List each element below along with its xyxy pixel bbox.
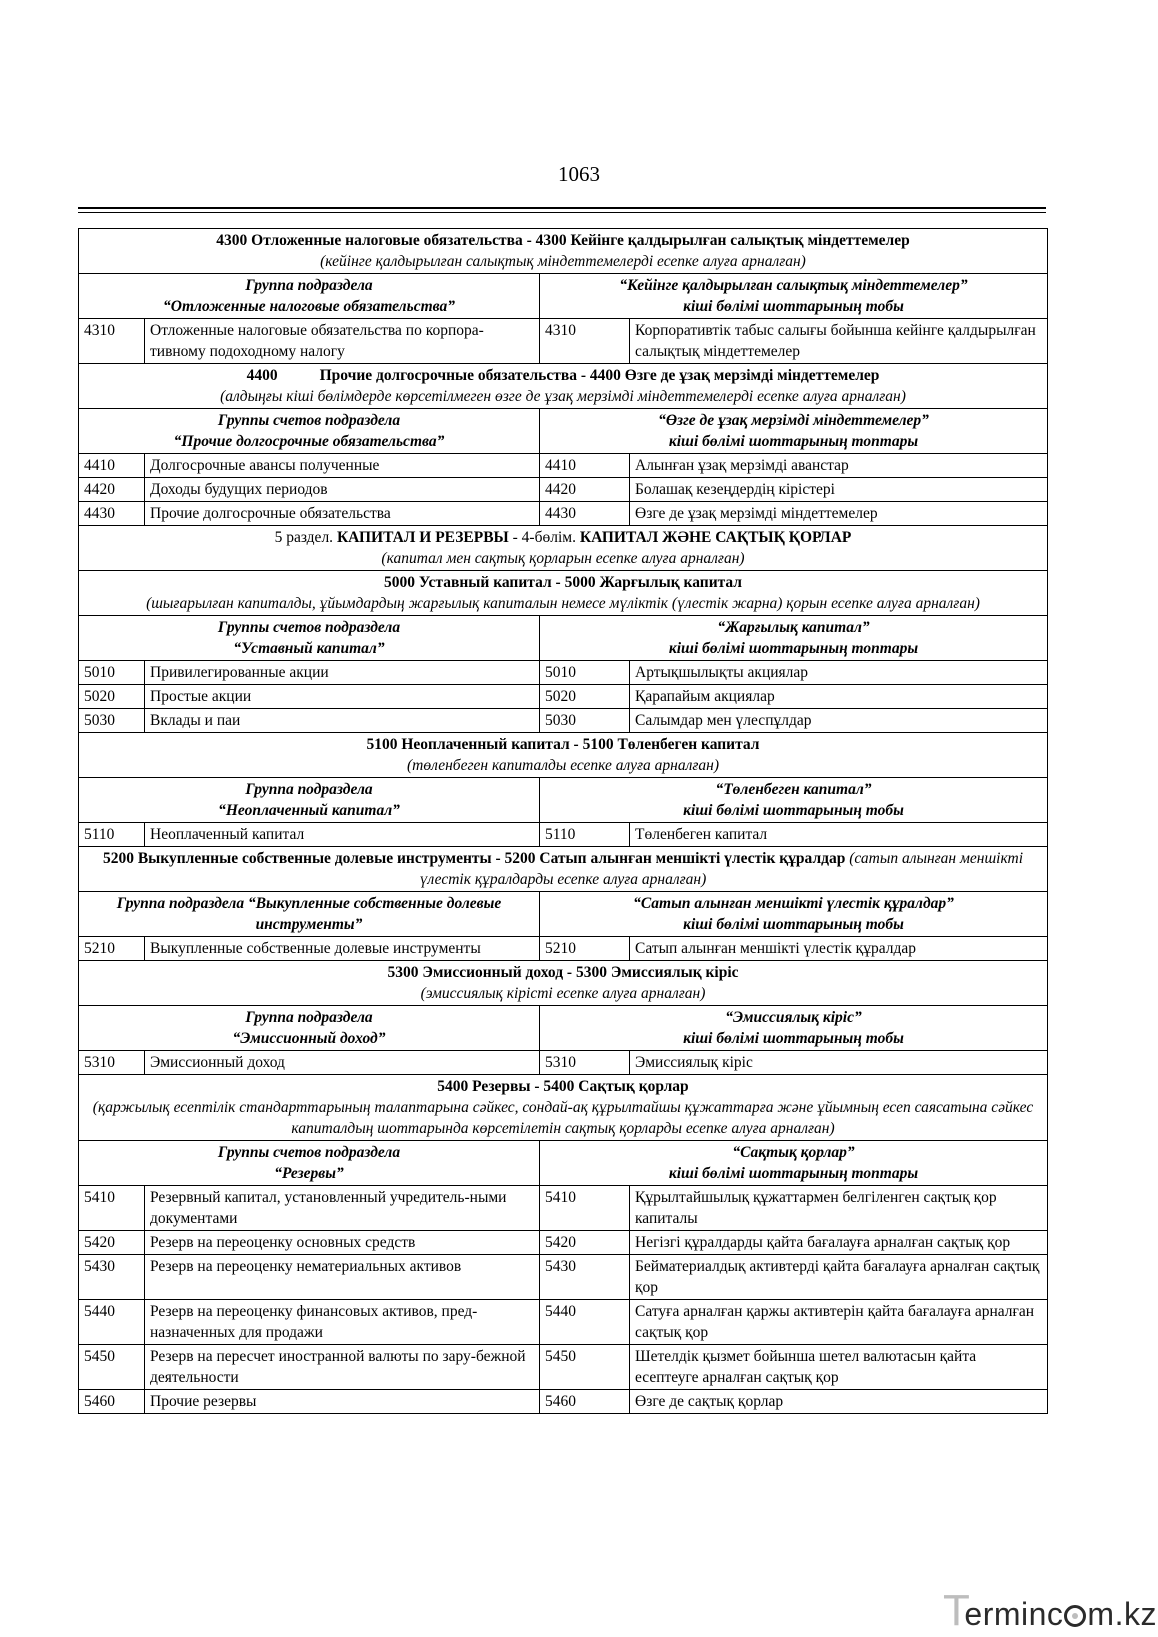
account-name-ru: Прочие резервы xyxy=(145,1390,540,1414)
group-title-ru: Группы счетов подраздела xyxy=(217,1144,401,1161)
subsection-title: 5100 Неоплаченный капитал - 5100 Төленбеген капитал xyxy=(366,736,760,753)
subsection-title: Прочие долгосрочные обязательства - 4400 Өзге де ұзақ мерзімді міндеттемелер xyxy=(319,367,880,384)
account-code-kz: 4430 xyxy=(540,502,630,526)
group-header-ru xyxy=(79,778,540,823)
section-title-kz: КАПИТАЛ ЖӘНЕ САҚТЫҚ ҚОРЛАР xyxy=(579,529,852,546)
group-title-kz: “Төленбеген капитал” xyxy=(715,781,872,798)
account-name-ru: Неоплаченный капитал xyxy=(145,823,540,847)
account-code-kz: 4420 xyxy=(540,478,630,502)
subsection-title: 5000 Уставный капитал - 5000 Жарғылық капитал xyxy=(383,574,743,591)
logo-text-start: erminc xyxy=(964,1596,1064,1632)
account-name-ru: Отложенные налоговые обязательства по корпора-тивному подоходному налогу xyxy=(145,319,540,364)
group-header-ru xyxy=(79,1141,540,1186)
subsection-header xyxy=(79,571,1048,616)
account-row xyxy=(79,1186,1048,1231)
account-row xyxy=(79,1051,1048,1075)
header-rule xyxy=(78,207,1046,209)
account-name-kz: Өзге де ұзақ мерзімді міндеттемелер xyxy=(630,502,1048,526)
account-code-ru: 5420 xyxy=(79,1231,145,1255)
group-header-ru xyxy=(79,892,540,937)
account-row xyxy=(79,661,1048,685)
group-header-ru xyxy=(79,1006,540,1051)
group-header-ru xyxy=(79,616,540,661)
account-name-kz: Алынған ұзақ мерзімді аванстар xyxy=(630,454,1048,478)
group-title-ru: Группа подраздела “Выкупленные собственные долевые инструменты” xyxy=(116,895,502,933)
subsection-note: (қаржылық есептілік стандарттарының талаптарына сәйкес, сондай-ақ құрылтайшы құжаттарға және ұйымның есеп саясатына сәйкес капиталдың шоттарында көрсетілетін сақтық қорларды есепке алуға арналған) xyxy=(92,1099,1034,1137)
group-title-kz: кіші бөлімі шоттарының топтары xyxy=(668,433,919,450)
termincom-logo xyxy=(943,1586,1157,1636)
subsection-title: 4400 xyxy=(246,367,278,384)
account-row xyxy=(79,319,1048,364)
group-title-ru: Группы счетов подраздела xyxy=(217,619,401,636)
account-code-ru: 4310 xyxy=(79,319,145,364)
group-title-kz: кіші бөлімі шоттарының тобы xyxy=(683,1030,904,1047)
subsection-header xyxy=(79,847,1048,892)
group-title-ru: “Отложенные налоговые обязательства” xyxy=(163,298,455,315)
header-rule-thin xyxy=(78,212,1046,213)
subsection-title: 5400 Резервы - 5400 Сақтық қорлар xyxy=(437,1078,689,1095)
subsection-note: (шығарылған капиталды, ұйымдардың жарғылық капиталын немесе мүліктік (үлестік жарна) қорын есепке алуға арналған) xyxy=(146,595,980,612)
group-title-ru: “Неоплаченный капитал” xyxy=(218,802,400,819)
group-header-ru xyxy=(79,409,540,454)
section-title-ru: КАПИТАЛ И РЕЗЕРВЫ xyxy=(336,529,509,546)
group-row xyxy=(79,1006,1048,1051)
subsection-title: 5300 Эмиссионный доход - 5300 Эмиссиялық кіріс xyxy=(387,964,739,981)
account-name-kz: Салымдар мен үлеспұлдар xyxy=(630,709,1048,733)
group-row xyxy=(79,616,1048,661)
account-code-kz: 5430 xyxy=(540,1255,630,1300)
group-row xyxy=(79,1141,1048,1186)
account-code-kz: 5210 xyxy=(540,937,630,961)
account-name-ru: Резервный капитал, установленный учредитель-ными документами xyxy=(145,1186,540,1231)
account-name-ru: Привилегированные акции xyxy=(145,661,540,685)
logo-o-icon xyxy=(1064,1605,1086,1627)
subsection-note: (эмиссиялық кірісті есепке алуға арналған) xyxy=(420,985,706,1002)
group-row xyxy=(79,778,1048,823)
group-title-kz: “Кейінге қалдырылған салықтық міндеттемелер” xyxy=(619,277,968,294)
logo-t-mark: T xyxy=(943,1586,971,1635)
account-name-kz: Болашақ кезеңдердің кірістері xyxy=(630,478,1048,502)
subsection-row xyxy=(79,364,1048,409)
group-title-kz: кіші бөлімі шоттарының топтары xyxy=(668,640,919,657)
account-name-ru: Доходы будущих периодов xyxy=(145,478,540,502)
group-header-ru xyxy=(79,274,540,319)
account-code-ru: 4410 xyxy=(79,454,145,478)
account-code-kz: 4310 xyxy=(540,319,630,364)
group-header-kz xyxy=(540,892,1048,937)
subsection-row xyxy=(79,229,1048,274)
account-code-ru: 5110 xyxy=(79,823,145,847)
group-header-kz xyxy=(540,616,1048,661)
accounts-table xyxy=(78,228,1048,1414)
subsection-row xyxy=(79,733,1048,778)
account-code-kz: 5410 xyxy=(540,1186,630,1231)
account-row xyxy=(79,1390,1048,1414)
account-name-ru: Резерв на пересчет иностранной валюты по зару-бежной деятельности xyxy=(145,1345,540,1390)
account-code-ru: 5450 xyxy=(79,1345,145,1390)
group-header-kz xyxy=(540,274,1048,319)
subsection-title: 5200 Выкупленные собственные долевые инструменты - 5200 Сатып алынған меншікті үлестік құралдар xyxy=(102,850,846,867)
group-title-kz: кіші бөлімі шоттарының тобы xyxy=(683,298,904,315)
account-name-kz: Негізгі құралдарды қайта бағалауға арналған сақтық қор xyxy=(630,1231,1048,1255)
account-code-ru: 4420 xyxy=(79,478,145,502)
group-title-ru: “Уставный капитал” xyxy=(233,640,385,657)
section-header xyxy=(79,526,1048,571)
subsection-note: (кейінге қалдырылған салықтық міндеттемелерді есепке алуға арналған) xyxy=(320,253,806,270)
account-code-ru: 5410 xyxy=(79,1186,145,1231)
section-note: (капитал мен сақтық қорларын есепке алуға арналған) xyxy=(381,550,745,567)
group-row xyxy=(79,892,1048,937)
section-separator: - 4-бөлім. xyxy=(508,529,580,546)
account-code-ru: 5030 xyxy=(79,709,145,733)
account-name-kz: Эмиссиялық кіріс xyxy=(630,1051,1048,1075)
section-row xyxy=(79,526,1048,571)
group-title-ru: Группа подраздела xyxy=(245,277,373,294)
group-row xyxy=(79,274,1048,319)
group-title-kz: “Өзге де ұзақ мерзімді міндеттемелер” xyxy=(658,412,929,429)
group-header-kz xyxy=(540,1141,1048,1186)
group-title-ru: “Эмиссионный доход” xyxy=(232,1030,386,1047)
account-code-kz: 5460 xyxy=(540,1390,630,1414)
subsection-note: (төленбеген капиталды есепке алуға арналған) xyxy=(406,757,719,774)
subsection-header xyxy=(79,961,1048,1006)
account-name-ru: Долгосрочные авансы полученные xyxy=(145,454,540,478)
account-row xyxy=(79,1300,1048,1345)
account-code-ru: 5430 xyxy=(79,1255,145,1300)
account-code-ru: 4430 xyxy=(79,502,145,526)
account-name-kz: Корпоративтік табыс салығы бойынша кейінге қалдырылған салықтық міндеттемелер xyxy=(630,319,1048,364)
account-code-kz: 5450 xyxy=(540,1345,630,1390)
subsection-header xyxy=(79,364,1048,409)
account-row xyxy=(79,1231,1048,1255)
subsection-row xyxy=(79,961,1048,1006)
subsection-note: (алдыңғы кіші бөлімдерде көрсетілмеген өзге де ұзақ мерзімді міндеттемелерді есепке алуға арналған) xyxy=(220,388,906,405)
group-title-ru: “Резервы” xyxy=(274,1165,344,1182)
logo-text-end: m.kz xyxy=(1087,1596,1157,1632)
account-row xyxy=(79,454,1048,478)
subsection-title: 4300 Отложенные налоговые обязательства - 4300 Кейінге қалдырылған салықтық міндеттемелер xyxy=(216,232,910,249)
subsection-row xyxy=(79,571,1048,616)
account-name-kz: Бейматериалдық активтерді қайта бағалауға арналған сақтық қор xyxy=(630,1255,1048,1300)
page-number: 1063 xyxy=(558,162,600,186)
subsection-header xyxy=(79,229,1048,274)
subsection-row xyxy=(79,847,1048,892)
group-header-kz xyxy=(540,409,1048,454)
subsection-row xyxy=(79,1075,1048,1141)
account-code-ru: 5460 xyxy=(79,1390,145,1414)
account-name-ru: Прочие долгосрочные обязательства xyxy=(145,502,540,526)
subsection-header xyxy=(79,1075,1048,1141)
account-name-ru: Резерв на переоценку основных средств xyxy=(145,1231,540,1255)
group-title-kz: “Жарғылық капитал” xyxy=(717,619,870,636)
account-row xyxy=(79,1255,1048,1300)
account-name-ru: Выкупленные собственные долевые инструменты xyxy=(145,937,540,961)
group-title-kz: “Сатып алынған меншікті үлестік құралдар” xyxy=(633,895,954,912)
account-name-kz: Өзге де сақтық қорлар xyxy=(630,1390,1048,1414)
account-row xyxy=(79,685,1048,709)
account-name-kz: Шетелдік қызмет бойынша шетел валютасын қайта есептеуге арналған сақтық қор xyxy=(630,1345,1048,1390)
account-code-kz: 5110 xyxy=(540,823,630,847)
account-name-ru: Резерв на переоценку нематериальных активов xyxy=(145,1255,540,1300)
group-title-kz: “Эмиссиялық кіріс” xyxy=(725,1009,862,1026)
account-name-kz: Сатуға арналған қаржы активтерін қайта бағалауға арналған сақтық қор xyxy=(630,1300,1048,1345)
account-code-kz: 4410 xyxy=(540,454,630,478)
account-name-ru: Простые акции xyxy=(145,685,540,709)
account-row xyxy=(79,1345,1048,1390)
account-code-kz: 5030 xyxy=(540,709,630,733)
subsection-header xyxy=(79,733,1048,778)
section-prefix: 5 раздел. xyxy=(274,529,337,546)
account-name-kz: Құрылтайшылық құжаттармен белгіленген сақтық қор капиталы xyxy=(630,1186,1048,1231)
account-code-ru: 5020 xyxy=(79,685,145,709)
account-code-kz: 5440 xyxy=(540,1300,630,1345)
group-title-kz: кіші бөлімі шоттарының тобы xyxy=(683,802,904,819)
account-code-ru: 5210 xyxy=(79,937,145,961)
account-name-ru: Эмиссионный доход xyxy=(145,1051,540,1075)
account-code-ru: 5010 xyxy=(79,661,145,685)
account-name-kz: Қарапайым акциялар xyxy=(630,685,1048,709)
group-title-ru: “Прочие долгосрочные обязательства” xyxy=(173,433,445,450)
account-code-ru: 5310 xyxy=(79,1051,145,1075)
group-title-ru: Группы счетов подраздела xyxy=(217,412,401,429)
group-title-ru: Группа подраздела xyxy=(245,781,373,798)
account-code-kz: 5420 xyxy=(540,1231,630,1255)
account-name-kz: Төленбеген капитал xyxy=(630,823,1048,847)
group-header-kz xyxy=(540,778,1048,823)
account-name-ru: Резерв на переоценку финансовых активов, пред-назначенных для продажи xyxy=(145,1300,540,1345)
account-row xyxy=(79,937,1048,961)
subsection-note: (сатып алынған меншікті үлестік құралдарды есепке алуға арналған) xyxy=(419,850,1024,888)
account-row xyxy=(79,823,1048,847)
account-row xyxy=(79,502,1048,526)
group-title-kz: кіші бөлімі шоттарының тобы xyxy=(683,916,904,933)
account-code-ru: 5440 xyxy=(79,1300,145,1345)
group-title-kz: “Сақтық қорлар” xyxy=(732,1144,855,1161)
group-row xyxy=(79,409,1048,454)
account-name-kz: Артықшылықты акциялар xyxy=(630,661,1048,685)
account-name-ru: Вклады и паи xyxy=(145,709,540,733)
group-header-kz xyxy=(540,1006,1048,1051)
account-code-kz: 5310 xyxy=(540,1051,630,1075)
account-row xyxy=(79,709,1048,733)
account-name-kz: Сатып алынған меншікті үлестік құралдар xyxy=(630,937,1048,961)
account-row xyxy=(79,478,1048,502)
account-code-kz: 5020 xyxy=(540,685,630,709)
group-title-kz: кіші бөлімі шоттарының топтары xyxy=(668,1165,919,1182)
group-title-ru: Группа подраздела xyxy=(245,1009,373,1026)
account-code-kz: 5010 xyxy=(540,661,630,685)
